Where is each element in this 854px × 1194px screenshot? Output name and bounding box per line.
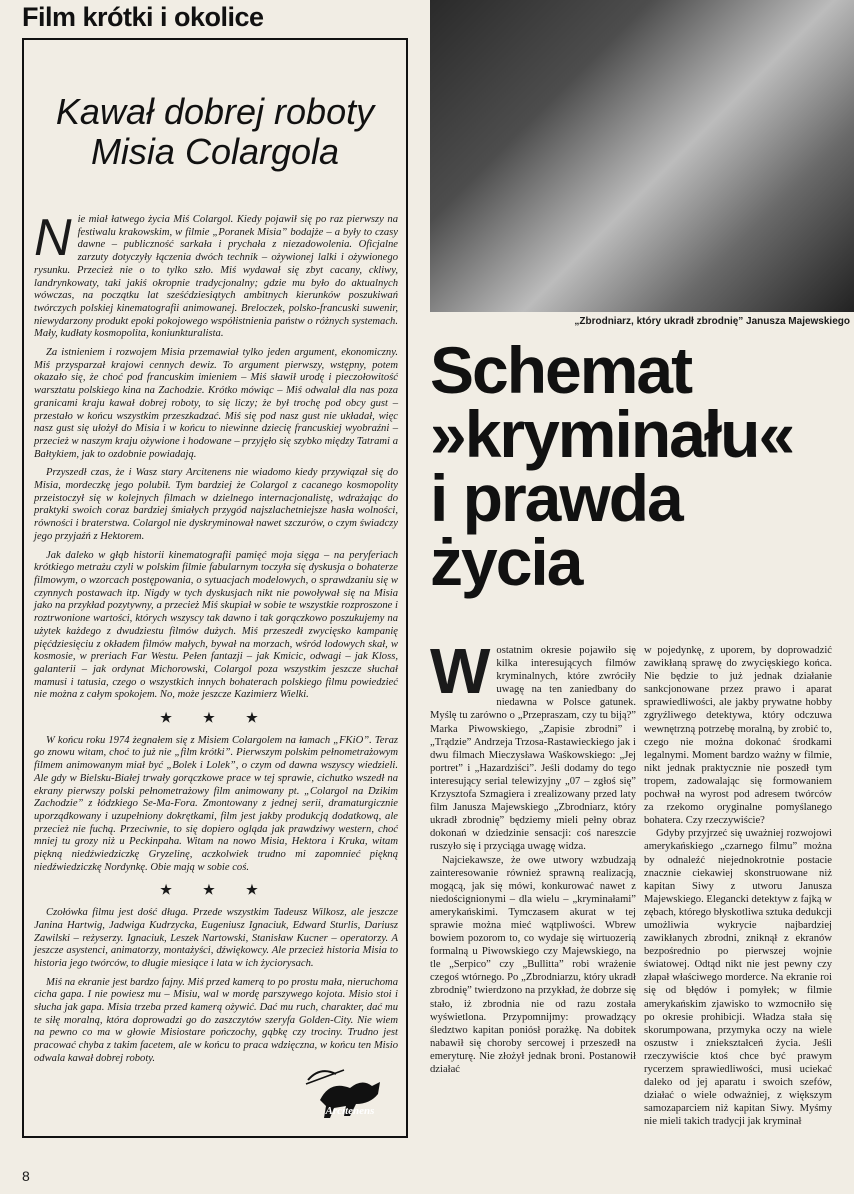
headline-line: Schemat (430, 333, 692, 407)
sidebar-paragraph: Czołówka filmu jest dość długa. Przede wszystkim Tadeusz Wilkosz, ale jeszcze Janina Hartwig, Jadwiga Kudrzycka, Eugeniusz Ignaciuk, Edward Sturlis, Dariusz Zawilski – reżyserzy. Ignaciuk, Leszek Nartowski, Stanisław Kucner – operatorzy. A jeszcze asystenci, animatorzy, montażyści, dźwiękowcy. Ale przecież historia Misia to historia jego twórców, to długie miesiące i lata w ich życiorysach. (34, 907, 398, 969)
article-paragraph: w pojedynkę, z uporem, by doprowadzić zawikłaną sprawę do zwycięskiego końca. Nie będzie to już jednak działanie sankcjonowane przez prawo i aparat sprawiedliwości, ale jakby prywatne hobby zgryźliwego detektywa, który odczuwa wewnętrzną potrzebę moralną, by zrobić to, czego nie można dokonać środkami legalnymi. Moment bardzo ważny w filmie, nikt jednak praktycznie nie poszedł tym tropem, zadowalając się formowaniem pochwał na wyrost pod adresem twórców za rzekomo oryginalne pomyślanego bohatera. Czy rzeczywiście? (644, 645, 832, 827)
sidebar-paragraph: W końcu roku 1974 żegnałem się z Misiem Colargolem na łamach „FKiO”. Teraz go znowu witam, choć to już nie „film krótki”. Pierwszym polskim pełnometrażowym filmem animowanym miał być „Bolek i Lolek”, o czym od dawna wszyscy wiedzieli. Ale gdy w Bielsku-Białej trwały gorączkowe prace w tej sprawie, cichutko wszedł na ekrany pierwszy polski pełnometrażowy film animowany pt. „Colargol na Dzikim Zachodzie” z łódzkiego Se-Ma-Fora. Zmontowany z jednej serii, dramaturgicznie uporządkowany i uzupełniony dokrętkami, film jest jakby produkcją dodatkową, ale przecież nie fuchą. Przeciwnie, to się dopiero ogląda jak prawdziwy western, choć mniej tu grozy niż u Peckinpaha. Witam na nowo Misia, Hektora i Kruka, witam piękną niedźwiedziczkę Gryzelinę, aczkolwiek trudno mi zapomnieć piękną niedźwiedziczkę Nordynkę. Obie mają w sobie coś. (34, 734, 398, 873)
film-still-photo (430, 0, 854, 312)
article-paragraph: Gdyby przyjrzeć się uważniej rozwojowi amerykańskiego „czarnego filmu” można by odnaleźć niejednokrotnie postacie znacznie ciekawiej skonstruowane niż kapitan Siwy z utworu Janusza Majewskiego. Elegancki detektyw z fajką w zębach, którego błyskotliwa sztuka dedukcji umożliwia wykrycie najbardziej zawikłanych zbrodni, zniknął z ekranów bezpośrednio po pierwszej wojnie światowej. Odtąd nikt nie jest pewny czy złapał właściwego morderce. Na ekranie roi się od błędów i pomyłek; w filmie amerykańskim zjawisko to wzmocniło się po okresie prohibicji. Władza stała się skorumpowana, przymyka oczy na wiele oszustw i zniekształceń życia. Jeśli rzeczywiście ktoś chce być prawym rycerzem sprawiedliwości, musi uciekać daleko od jej aparatu i swoich szefów, działać o wiele odważniej, z większym samozaparciem niż kapitan Siwy. Myśmy nie mieli takich tradycji jak kryminał (644, 828, 832, 1128)
article-paragraph: ostatnim okresie pojawiło się kilka interesujących filmów kryminalnych, które zwróciły uwagę na ten zaniedbany do niedawna w Polsce gatunek. Myślę tu zarówno o „Przepraszam, czy tu biją?” Marka Piwowskiego, „Zapisie zbrodni” i „Trądzie” Andrzeja Trzosa-Rastawieckiego jak i dwu filmach Mieczysława Waśkowskiego: „Jej portret” i „Hazardziści”. Jeśli dodamy do tego interesujący serial telewizyjny „07 – zgłoś się” Krzysztofa Szmagiera i zrealizowany przed laty film Janusza Majewskiego „Zbrodniarz, który ukradł zbrodnię” będziemy mieli pełny obraz dokonań w dziedzinie sensacji: coś nareszcie ruszyło się i przyciąga uwagę widza. (430, 645, 636, 853)
sidebar-title: Kawał dobrej roboty Misia Colargola (55, 91, 375, 172)
sidebar-dropcap: N (34, 209, 72, 267)
section-separator: ★ ★ ★ (160, 882, 272, 898)
arcitenens-logo (300, 1060, 400, 1128)
article-paragraph: Najciekawsze, że owe utwory wzbudzają zainteresowanie również sprawną realizacją, mogącą, jak się mówi, konkurować nawet z niedoścignionymi – dla wielu – „kryminałami” amerykańskimi. Tymczasem akurat w tej sprawie można mieć wątpliwości. Wbrew bowiem pozorom to, co wydaje się wirtuozerią formalną u Piwowskiego czy Majewskiego, na tle „Serpico” czy „Bullitta” robi wrażenie czegoś wtórnego. Po „Zbrodniarzu, który ukradł zbrodnię” twierdzono na przykład, że dobrze się stało, iż zbrodnia nie od razu została wyświetlona. Przypomnijmy: prowadzący śledztwo kapitan poniósł porażkę. Na dobitek nabawił się choroby sercowej i przeszedł na emeryturę. Nie złożył jednak broni. Postanowił działać (430, 854, 636, 1075)
page-number: 8 (22, 1168, 30, 1184)
sidebar-paragraph: Jak daleko w głąb historii kinematografii pamięć moja sięga – na peryferiach krótkiego metrażu czyli w polskim filmie fabularnym toczyła się dyskusja o bohaterze filmowym, o wzorcach postępowania, o sytuacjach modelowych, o sprawdzaniu się w czynnych postawach itp. Nigdy w tych dyskusjach nikt nie powoływał się na Misia jako na przykład pozytywny, a przecież Miś skupiał w sobie te wszystkie rozproszone i roztrwonione wartości, których wszyscy tak dawno i tak gorączkowo poszukujemy na użytek każdego z dwudziestu filmów dużych. Miś przeszedł zwycięsko kampanię pięćdziesięciu z okładem filmów małych, bywał na morzach, wśród lodowych skał, w kosmosie, w preriach Far Westu. Pełen fantazji – jak Kmicic, odwagi – jak Kloss, galanterii – jak ordynat Michorowski, Colargol poza wszystkim jeszcze słuchał mamusi i tatusia, czego o wszystkich innych bohaterach polskiego filmu powiedzieć nie można z całym spokojem. No, może jeszcze Kazimierz Wielki. (34, 549, 398, 701)
sidebar-paragraph: Przyszedł czas, że i Wasz stary Arcitenens nie wiadomo kiedy przywiązał się do Misia, mordeczkę jego polubił. Tym bardziej że Colargol z cacanego kosmopolity przeistoczył się w kolejnych filmach w dzielnego internacjonalistę, wdrażając do praktyki swoich coraz bardziej śmiałych przygód najszlachetniejsze hasła wolności, równości i braterstwa. Colargol nie dyskryminował nawet szczurów, o czym świadczy jego przyjaźń z Hektorem. (34, 467, 398, 542)
article-headline (430, 333, 854, 599)
section-separator: ★ ★ ★ (160, 710, 272, 726)
article-column-2 (644, 644, 832, 1128)
photo-caption: „Zbrodniarz, który ukradł zbrodnię” Janusza Majewskiego (574, 316, 850, 327)
headline-line: życia (430, 525, 582, 599)
sidebar-paragraph: Miś na ekranie jest bardzo fajny. Miś przed kamerą to po prostu mała, nieruchoma cicha gapa. I nie powiesz mu – Misiu, wal w mordę parszywego kojota. Misio stoi i słucha jak gapa. Misia trzeba przed kamerą ożywić. Dać mu ruch, charakter, dać mu te siłę moralną, która doprowadzi go do zaszczytów szeryfa Golden-City. Nie wiem na pewno co ma w głowie Misiostare pończochy, gąbkę czy trociny. Trudno jest pracować chyba z takim facetem, ale w końcu to praca wdzięczna, w końcu ten Misio odwala kawał dobrej roboty. (34, 976, 398, 1064)
headline-line: i prawda (430, 461, 682, 535)
sidebar-text (34, 209, 398, 1072)
logo-text: Arcitenens (325, 1105, 375, 1117)
article-column-1 (430, 635, 636, 1076)
article-dropcap: W (430, 635, 491, 707)
sidebar-paragraph: ie miał łatwego życia Miś Colargol. Kiedy pojawił się po raz pierwszy na festiwalu krakowskim, w filmie „Poranek Misia” bodajże – a były to czasy dawne – publiczność sarkała i prychała z niezadowolenia. Oficjalne zarzuty dotyczyły łączenia dwóch technik – ożywionej lalki i ożywionego rysunku. Przecież nie o to tylko szło. Miś wydawał się zbyt cacany, ckliwy, landrynkowaty, taki jakiś okropnie tradycjonalny; gdzie mu było do aktualnych wówczas, na początku lat sześćdziesiątych ambitnych kierunków poszukiwań twórczych polskiej kinematografii animowanej. Breloczek, polsko-francuski suwenir, niewydarzony produkt epoki pokojowego współistnienia państw o różnych systemach. Mały, kudłaty kosmopolita, koniunkturalista. (34, 214, 398, 340)
headline-line: »kryminału« (430, 397, 794, 471)
section-header: Film krótki i okolice (22, 2, 264, 32)
sidebar-paragraph: Za istnieniem i rozwojem Misia przemawiał tylko jeden argument, ekonomiczny. Miś przysparzał krajowi cennych dewiz. To argument pierwszy, wstępny, potem okazało się, że choć pod francuskim imieniem – Miś sławił urodę i pieczołowitość warsztatu polskiego kina na Zachodzie. Krótko mówiąc – Miś odwalał dla nas poza granicami kraju kawał dobrej roboty, to się liczy; że był trochę pod obcy gust – przestało w końcu wszystkim przeszkadzać. Miś się pod nasz gust nie układał, więc nasz gust się ułożył do Misia i w końcu to niewinne dziecię francuskiej wyobraźni – przecież w naszym kraju ożywione i hodowane – przyjęło się szybko między Tatrami a Bałtykiem, jak to ozdobnie powiadają. (34, 347, 398, 460)
